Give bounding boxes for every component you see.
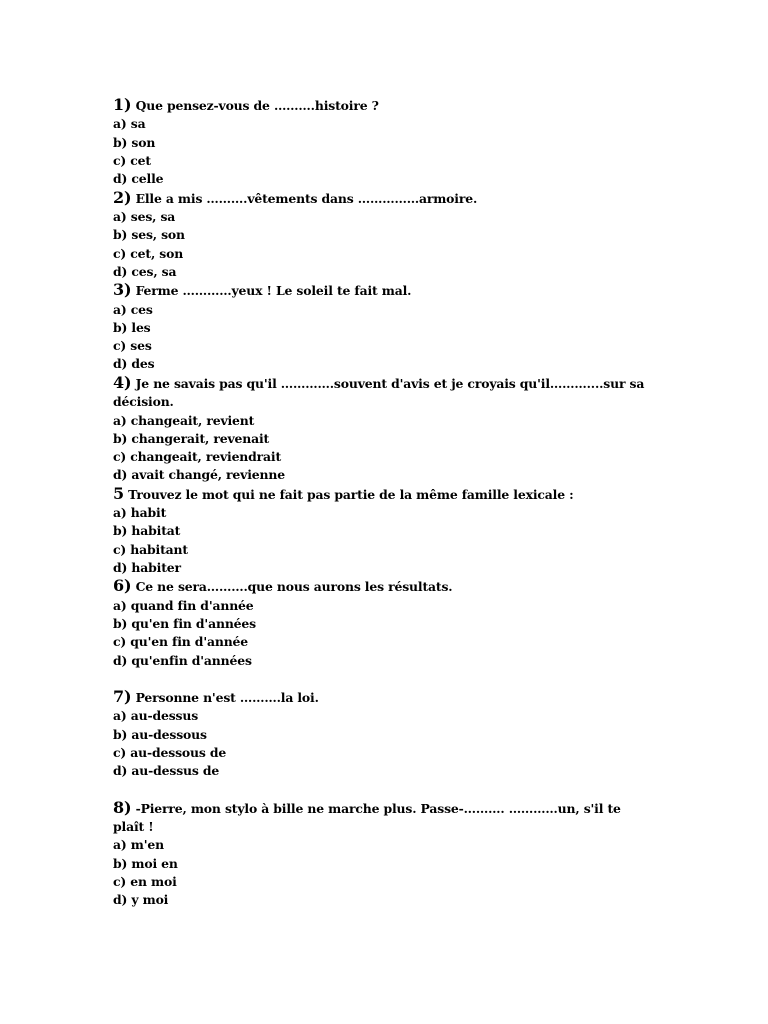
answer-option-a: a) quand fin d'année xyxy=(113,597,254,613)
question-4 xyxy=(113,374,653,485)
answer-option-a: a) sa xyxy=(113,116,146,132)
answer-option-d: d) des xyxy=(113,356,155,372)
question-prompt xyxy=(113,374,653,412)
answer-option-c: c) cet, son xyxy=(113,245,184,261)
question-prompt xyxy=(113,96,653,115)
question-list xyxy=(113,96,653,910)
answer-option-b: b) habitat xyxy=(113,523,181,539)
answer-option-d: d) qu'enfin d'années xyxy=(113,652,252,668)
answer-option-c: c) changeait, reviendrait xyxy=(113,449,282,465)
question-number: 1) xyxy=(113,95,132,114)
question-text: Que pensez-vous de ……….histoire ? xyxy=(135,98,379,113)
question-number: 6) xyxy=(113,576,132,596)
answer-option-b: b) moi en xyxy=(113,855,178,871)
answer-option-a: a) changeait, revient xyxy=(113,412,255,428)
question-8 xyxy=(113,799,653,910)
question-prompt xyxy=(113,577,653,596)
question-text: Je ne savais pas qu'il ………….souvent d'avis et je croyais qu'il………....sur sa décision. xyxy=(113,375,645,410)
question-prompt xyxy=(113,189,653,208)
answer-option-d: d) avait changé, revienne xyxy=(113,467,285,483)
answer-option-a: a) m'en xyxy=(113,837,164,853)
answer-option-c: c) qu'en fin d'année xyxy=(113,634,249,650)
question-prompt xyxy=(113,281,653,300)
answer-option-d: d) y moi xyxy=(113,892,169,908)
question-1 xyxy=(113,96,653,189)
question-6 xyxy=(113,577,653,670)
question-text: Elle a mis ……….vêtements dans ……………armoire. xyxy=(135,190,478,206)
answer-option-b: b) son xyxy=(113,134,156,150)
question-prompt xyxy=(113,688,653,707)
question-text: Personne n'est ……….la loi. xyxy=(135,689,319,705)
question-number: 2) xyxy=(113,187,132,207)
answer-option-b: b) au-dessous xyxy=(113,726,207,742)
answer-option-a: a) ces xyxy=(113,301,153,317)
question-text: Ferme …………yeux ! Le soleil te fait mal. xyxy=(135,283,412,299)
answer-option-b: b) les xyxy=(113,319,151,335)
question-7 xyxy=(113,688,653,781)
answer-option-c: c) ses xyxy=(113,338,152,354)
answer-option-a: a) habit xyxy=(113,505,167,521)
answer-option-b: b) ses, son xyxy=(113,227,185,243)
answer-option-c: c) en moi xyxy=(113,873,177,889)
question-text: Trouvez le mot qui ne fait pas partie de la même famille lexicale : xyxy=(128,486,574,502)
question-5 xyxy=(113,485,653,578)
answer-option-a: a) au-dessus xyxy=(113,708,199,724)
answer-option-b: b) changerait, revenait xyxy=(113,430,270,446)
answer-option-c: c) habitant xyxy=(113,541,188,557)
question-text: Ce ne sera……….que nous aurons les résultats. xyxy=(135,579,453,595)
question-3 xyxy=(113,281,653,374)
answer-option-d: d) habiter xyxy=(113,560,181,576)
question-prompt xyxy=(113,485,653,504)
answer-option-d: d) celle xyxy=(113,171,164,187)
question-text: -Pierre, mon stylo à bille ne marche plus. Passe-………. …………un, s'il te plaît ! xyxy=(113,800,621,834)
question-number: 5 xyxy=(113,483,124,503)
answer-option-d: d) ces, sa xyxy=(113,263,177,279)
answer-option-c: c) au-dessous de xyxy=(113,744,227,760)
question-prompt xyxy=(113,799,653,837)
question-2 xyxy=(113,189,653,282)
question-number: 4) xyxy=(113,372,132,392)
question-number: 3) xyxy=(113,280,132,300)
answer-option-d: d) au-dessus de xyxy=(113,763,220,779)
answer-option-b: b) qu'en fin d'années xyxy=(113,616,256,632)
question-number: 7) xyxy=(113,686,132,706)
question-number: 8) xyxy=(113,797,132,817)
answer-option-c: c) cet xyxy=(113,153,151,168)
answer-option-a: a) ses, sa xyxy=(113,209,176,224)
